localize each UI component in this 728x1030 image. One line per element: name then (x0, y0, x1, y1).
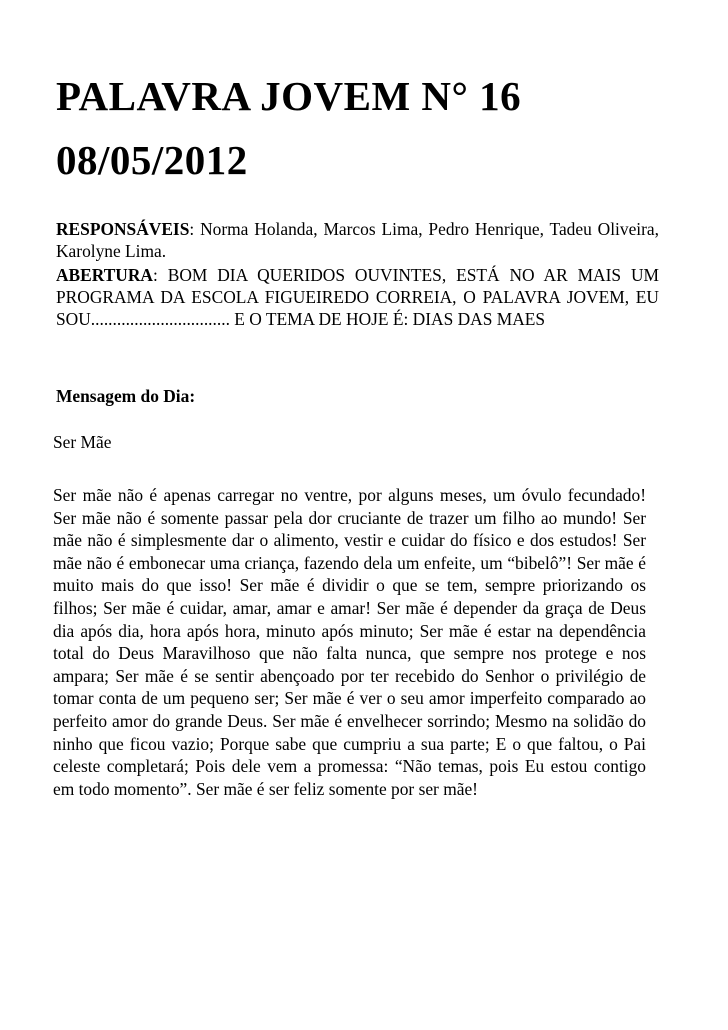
abertura-label: ABERTURA (56, 265, 153, 285)
responsaveis-label: RESPONSÁVEIS (56, 219, 190, 239)
document-date: 08/05/2012 (56, 137, 248, 183)
mensagem-do-dia-heading: Mensagem do Dia: (56, 386, 196, 406)
message-body: Ser mãe não é apenas carregar no ventre, por alguns meses, um óvulo fecundado! Ser mãe não é somente passar pela dor cruciante de trazer um filho ao mundo! Ser mãe não é simplesmente dar o alimento, vestir e cuidar do físico e dos estudos! Ser mãe não é embonecar uma criança, fazendo dela um enfeite, um “bibelô”! Ser mãe é muito mais do que isso! Ser mãe é dividir o que se tem, sempre priorizando os filhos; Ser mãe é cuidar, amar, amar e amar! Ser mãe é depender da graça de Deus dia após dia, hora após hora, minuto após minuto; Ser mãe é estar na dependência total do Deus Maravilhoso que não falta nunca, que sempre nos protege e nos ampara; Ser mãe é se sentir abençoado por ter recebido do Senhor o privilégio de tomar conta de um pequeno ser; Ser mãe é ver o seu amor imperfeito comparado ao perfeito amor do grande Deus. Ser mãe é envelhecer sorrindo; Mesmo na solidão do ninho que ficou vazio; Porque sabe que cumpriu a sua parte; E o que faltou, o Pai celeste completará; Pois dele vem a promessa: “Não temas, pois Eu estou contigo em todo momento”. Ser mãe é ser feliz somente por ser mãe! (53, 485, 646, 799)
abertura-text: : BOM DIA QUERIDOS OUVINTES, ESTÁ NO AR MAIS UM PROGRAMA DA ESCOLA FIGUEIREDO CORREIA, O PALAVRA JOVEM, EU SOU................................ E O TEMA DE HOJE É: DIAS DAS MAES (56, 265, 659, 329)
responsaveis-text: : Norma Holanda, Marcos Lima, Pedro Henrique, Tadeu Oliveira, Karolyne Lima. (56, 219, 659, 261)
document-title: PALAVRA JOVEM N° 16 (56, 73, 522, 119)
message-title: Ser Mãe (53, 432, 112, 452)
responsaveis-paragraph (56, 218, 659, 262)
abertura-paragraph (56, 264, 659, 330)
